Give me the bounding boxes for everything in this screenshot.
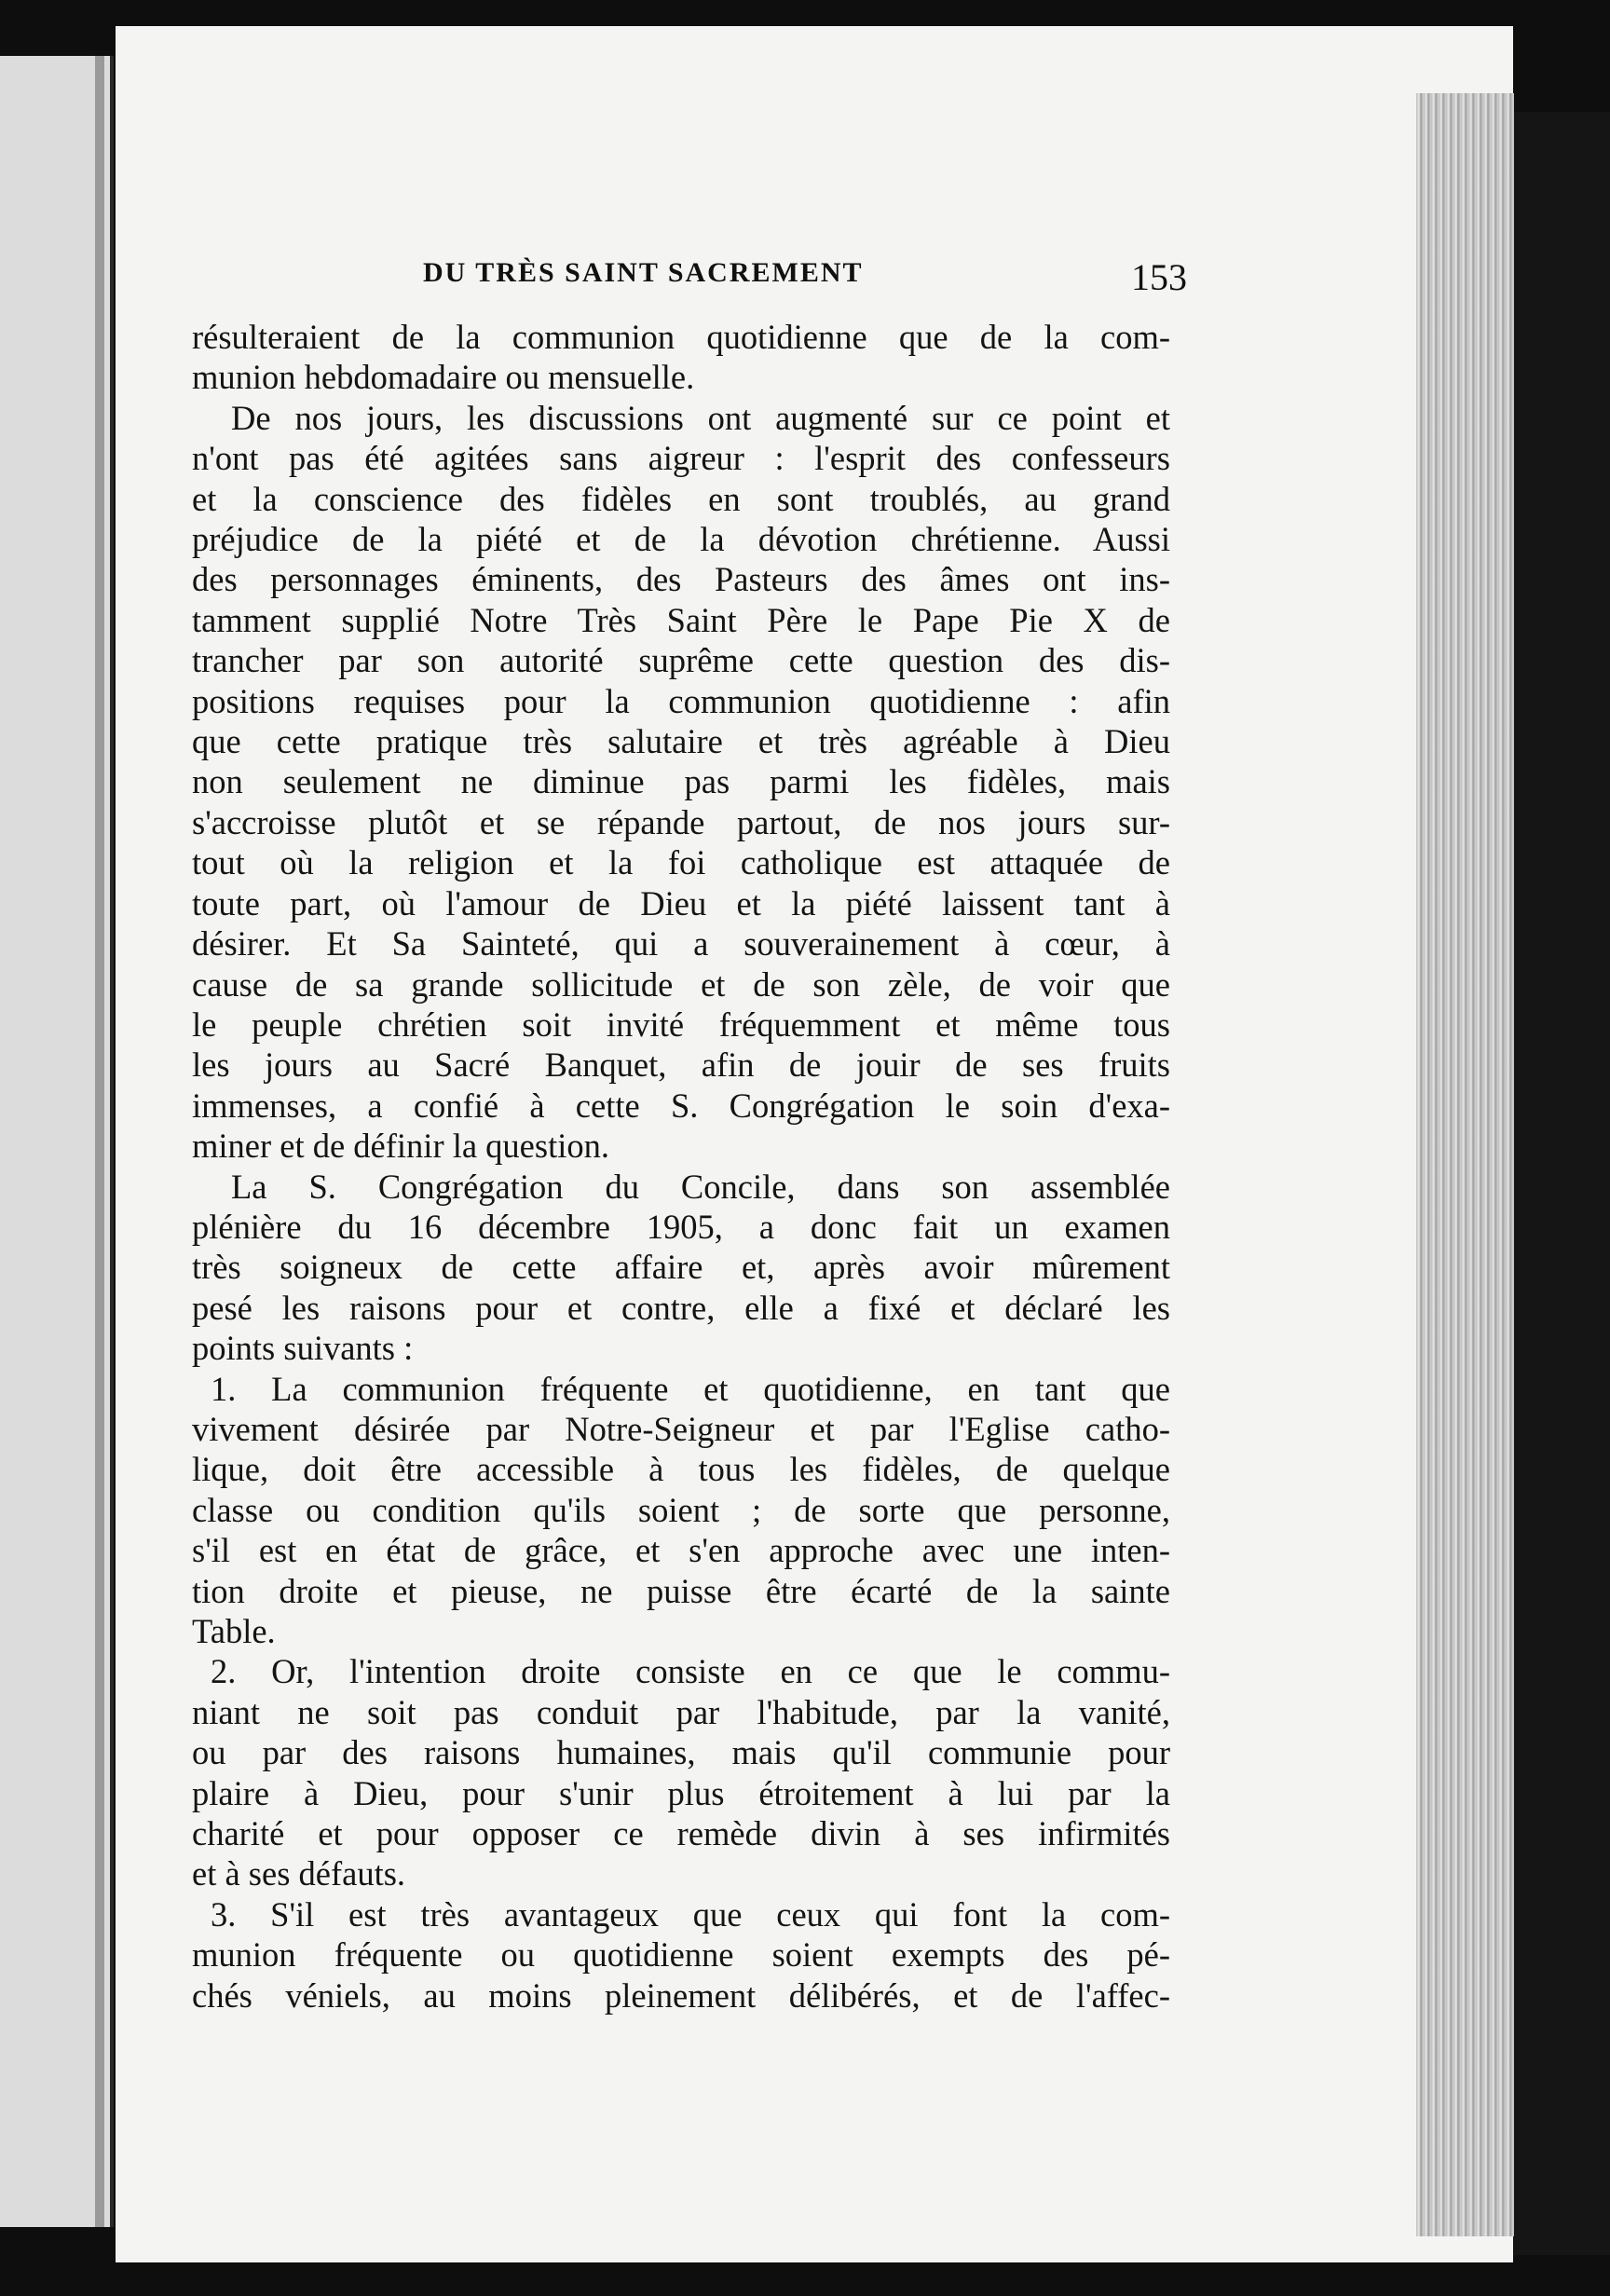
- text-line: 3. S'il est très avantageux que ceux qui font la com-: [211, 1894, 1170, 1934]
- text-line: charité et pour opposer ce remède divin à ses infirmités: [192, 1814, 1170, 1853]
- text-line: trancher par son autorité suprême cette question des dis-: [192, 641, 1170, 680]
- text-line: pesé les raisons pour et contre, elle a fixé et déclaré les: [192, 1288, 1170, 1327]
- text-line: points suivants :: [192, 1329, 414, 1368]
- text-line: immenses, a confié à cette S. Congrégation le soin d'exa-: [192, 1086, 1170, 1125]
- text-line: désirer. Et Sa Sainteté, qui a souverainement à cœur, à: [192, 924, 1170, 964]
- left-page-gutter: [95, 56, 104, 2227]
- text-line: et à ses défauts.: [192, 1854, 406, 1893]
- text-line: plénière du 16 décembre 1905, a donc fait un examen: [192, 1207, 1170, 1246]
- body-text: [192, 317, 1170, 2016]
- text-line: miner et de définir la question.: [192, 1127, 609, 1166]
- text-line: préjudice de la piété et de la dévotion chrétienne. Aussi: [192, 520, 1170, 559]
- text-line: résulteraient de la communion quotidienne que de la com-: [192, 318, 1170, 356]
- text-line: Table.: [192, 1612, 276, 1650]
- page-header: [423, 257, 1187, 304]
- text-line: classe ou condition qu'ils soient ; de sorte que personne,: [192, 1490, 1170, 1529]
- text-line: non seulement ne diminue pas parmi les fidèles, mais: [192, 762, 1170, 801]
- text-line: toute part, où l'amour de Dieu et la piété laissent tant à: [192, 883, 1170, 922]
- text-line: que cette pratique très salutaire et très agréable à Dieu: [192, 722, 1170, 761]
- text-line: tamment supplié Notre Très Saint Père le Pape Pie X de: [192, 600, 1170, 639]
- text-line: munion hebdomadaire ou mensuelle.: [192, 358, 695, 397]
- text-line: et la conscience des fidèles en sont troublés, au grand: [192, 479, 1170, 518]
- text-line: tout où la religion et la foi catholique est attaquée de: [192, 843, 1170, 882]
- text-line: lique, doit être accessible à tous les fidèles, de quelque: [192, 1450, 1170, 1489]
- text-line: De nos jours, les discussions ont augmenté sur ce point et: [231, 398, 1170, 437]
- text-line: 2. Or, l'intention droite consiste en ce que le commu-: [211, 1652, 1170, 1691]
- text-line: les jours au Sacré Banquet, afin de jouir de ses fruits: [192, 1046, 1170, 1085]
- text-line: plaire à Dieu, pour s'unir plus étroitement à lui par la: [192, 1773, 1170, 1812]
- page-number: 153: [1131, 256, 1187, 298]
- left-page-edge: [0, 56, 114, 2227]
- page-stack-edge: [1416, 93, 1514, 2236]
- text-line: La S. Congrégation du Concile, dans son assemblée: [231, 1167, 1170, 1206]
- text-line: ou par des raisons humaines, mais qu'il communie pour: [192, 1733, 1170, 1772]
- text-line: positions requises pour la communion quotidienne : afin: [192, 681, 1170, 720]
- text-line: vivement désirée par Notre-Seigneur et par l'Eglise catho-: [192, 1409, 1170, 1448]
- text-line: tion droite et pieuse, ne puisse être écarté de la sainte: [192, 1571, 1170, 1610]
- text-line: cause de sa grande sollicitude et de son zèle, de voir que: [192, 964, 1170, 1004]
- text-line: très soigneux de cette affaire et, après avoir mûrement: [192, 1248, 1170, 1287]
- text-line: niant ne soit pas conduit par l'habitude, par la vanité,: [192, 1692, 1170, 1731]
- text-line: n'ont pas été agitées sans aigreur : l'esprit des confesseurs: [192, 439, 1170, 478]
- text-line: le peuple chrétien soit invité fréquemment et même tous: [192, 1004, 1170, 1044]
- text-line: s'il est en état de grâce, et s'en approche avec une inten-: [192, 1531, 1170, 1570]
- text-line: s'accroisse plutôt et se répande partout, de nos jours sur-: [192, 802, 1170, 841]
- book-cover-edge: [1514, 112, 1610, 2255]
- text-line: des personnages éminents, des Pasteurs des âmes ont ins-: [192, 560, 1170, 599]
- text-line: munion fréquente ou quotidienne soient exempts des pé-: [192, 1935, 1170, 1975]
- text-line: 1. La communion fréquente et quotidienne, en tant que: [211, 1369, 1170, 1408]
- running-head: DU TRÈS SAINT SACREMENT: [423, 257, 864, 288]
- text-line: chés véniels, au moins pleinement délibérés, et de l'affec-: [192, 1975, 1170, 2015]
